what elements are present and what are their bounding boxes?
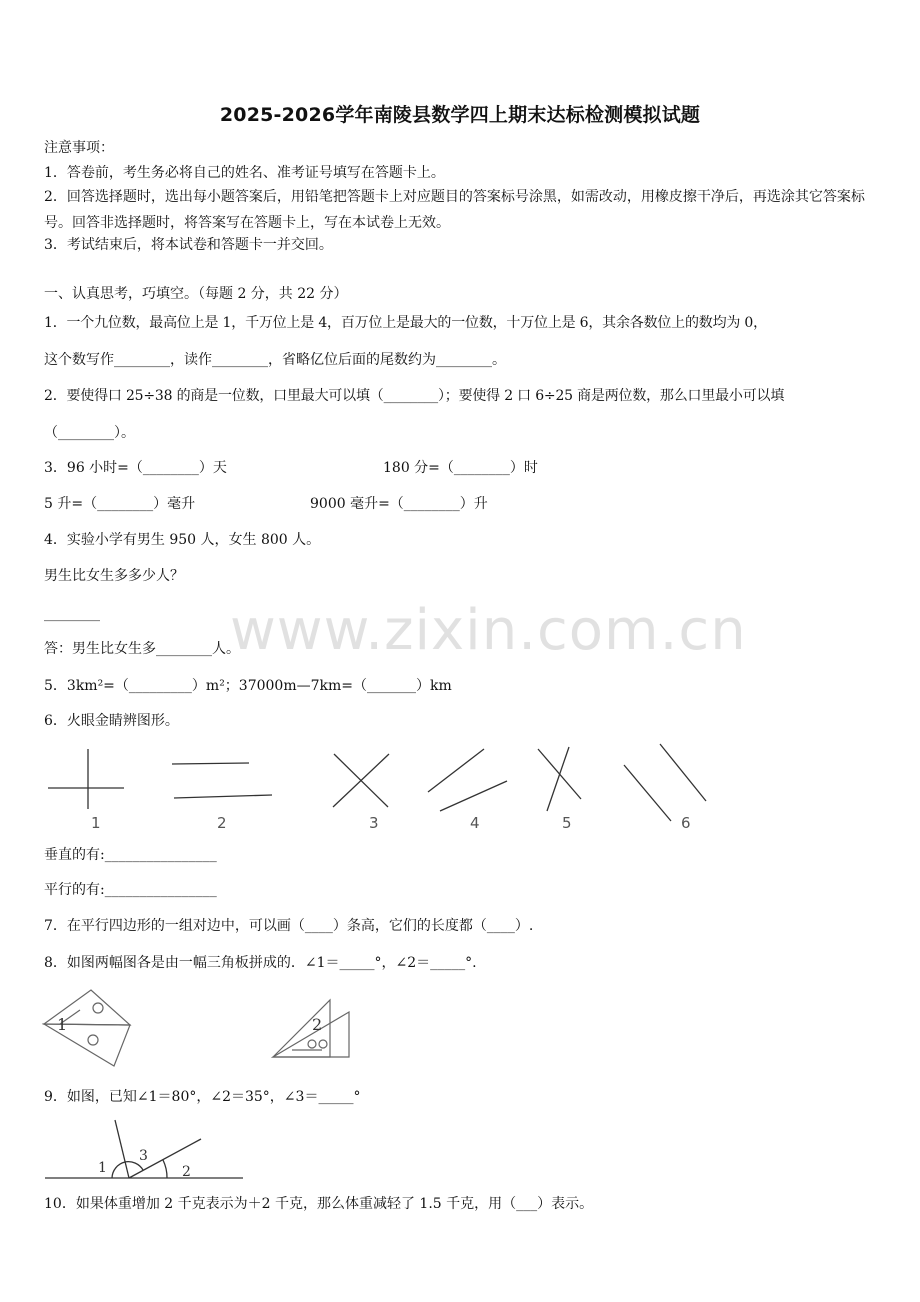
- figure-3-label: 3: [369, 814, 379, 832]
- question-9: 9．如图，已知∠1＝80°，∠2＝35°，∠3＝_____°: [44, 1089, 361, 1105]
- ruler-figure-1-hole-a: [93, 1003, 103, 1013]
- notes-item-3: 3．考试结束后，将本试卷和答题卡一并交回。: [44, 237, 333, 253]
- question-2-line-1: 2．要使得口 25÷38 的商是一位数，口里最大可以填（________）；要使得 2 口 6÷25 商是两位数，那么口里最小可以填: [44, 388, 785, 404]
- line-figures: [0, 735, 920, 835]
- question-3-part-b: 180 分=（________）时: [383, 460, 538, 476]
- figure-6-line-a: [624, 765, 671, 821]
- question-1-line-2: 这个数写作________，读作________，省略亿位后面的尾数约为________。: [44, 352, 506, 368]
- question-4-work-blank: ________: [44, 606, 100, 622]
- figure-6-line-b: [660, 744, 706, 801]
- question-7: 7．在平行四边形的一组对边中，可以画（____）条高，它们的长度都（____）.: [44, 918, 534, 934]
- ruler-figure-2-hole-a: [308, 1040, 316, 1048]
- notes-heading: 注意事项：: [44, 140, 114, 156]
- question-4-line-2: 男生比女生多多少人？: [44, 568, 184, 584]
- perpendicular-answer: 垂直的有:________________: [44, 847, 217, 863]
- ray-steep: [115, 1120, 129, 1178]
- question-1-line-1: 1．一个九位数，最高位上是 1，千万位上是 4，百万位上是最大的一位数，十万位上是 6，其余各数位上的数均为 0，: [44, 315, 767, 331]
- angle-2-label: 2: [312, 1015, 323, 1034]
- section-1-heading: 一、认真思考，巧填空。（每题 2 分，共 22 分）: [44, 286, 348, 302]
- question-3-part-c: 5 升=（________）毫升: [44, 496, 196, 512]
- notes-item-2: 2．回答选择题时，选出每小题答案后，用铅笔把答题卡上对应题目的答案标号涂黑，如需改动，用橡皮擦干净后，再选涂其它答案标号。回答非选择题时，将答案写在答题卡上，写在本试卷上无效。: [44, 189, 865, 231]
- angle-label-1: 1: [98, 1160, 107, 1176]
- angle-arc-1: [112, 1162, 125, 1178]
- question-2-line-2: （________）。: [44, 425, 135, 441]
- figure-1-label: 1: [91, 814, 101, 832]
- ruler-figure-1-hole-b: [88, 1035, 98, 1045]
- question-3-part-d: 9000 毫升=（________）升: [310, 496, 488, 512]
- ruler-figure-2-hole-b: [319, 1040, 327, 1048]
- figure-6-label: 6: [681, 814, 691, 832]
- figure-2-label: 2: [217, 814, 227, 832]
- parallel-answer: 平行的有:________________: [44, 882, 217, 898]
- figure-2-line-a: [172, 763, 249, 764]
- figure-2-line-b: [174, 795, 272, 798]
- angle-figure: [0, 1110, 300, 1185]
- question-6: 6．火眼金睛辨图形。: [44, 713, 179, 729]
- page-title: 2025-2026学年南陵县数学四上期末达标检测模拟试题: [219, 104, 701, 126]
- watermark: www.zixin.com.cn: [230, 598, 747, 663]
- angle-label-2: 2: [182, 1164, 191, 1180]
- notes-item-1: 1．答卷前，考生务必将自己的姓名、准考证号填写在答题卡上。: [44, 165, 445, 181]
- question-10: 10．如果体重增加 2 千克表示为＋2 千克，那么体重减轻了 1.5 千克，用（___）表示。: [44, 1196, 594, 1212]
- question-3-part-a: 3．96 小时=（________）天: [44, 460, 227, 476]
- question-8: 8．如图两幅图各是由一幅三角板拼成的．∠1＝_____°，∠2＝_____°.: [44, 955, 477, 971]
- angle-1-label: 1: [57, 1015, 68, 1034]
- question-4-answer: 答：男生比女生多________人。: [44, 641, 240, 657]
- question-4-line-1: 4．实验小学有男生 950 人，女生 800 人。: [44, 532, 321, 548]
- figure-4-line-a: [428, 749, 484, 792]
- figure-5-label: 5: [562, 814, 572, 832]
- figure-5-line-b: [547, 747, 569, 811]
- angle-label-3: 3: [139, 1148, 148, 1164]
- figure-4-line-b: [440, 781, 507, 811]
- figure-4-label: 4: [470, 814, 480, 832]
- triangle-ruler-figures: [0, 980, 400, 1070]
- question-5: 5．3km²=（_________）m²；37000m—7km=（_______）km: [44, 678, 452, 694]
- angle-arc-2: [163, 1160, 167, 1178]
